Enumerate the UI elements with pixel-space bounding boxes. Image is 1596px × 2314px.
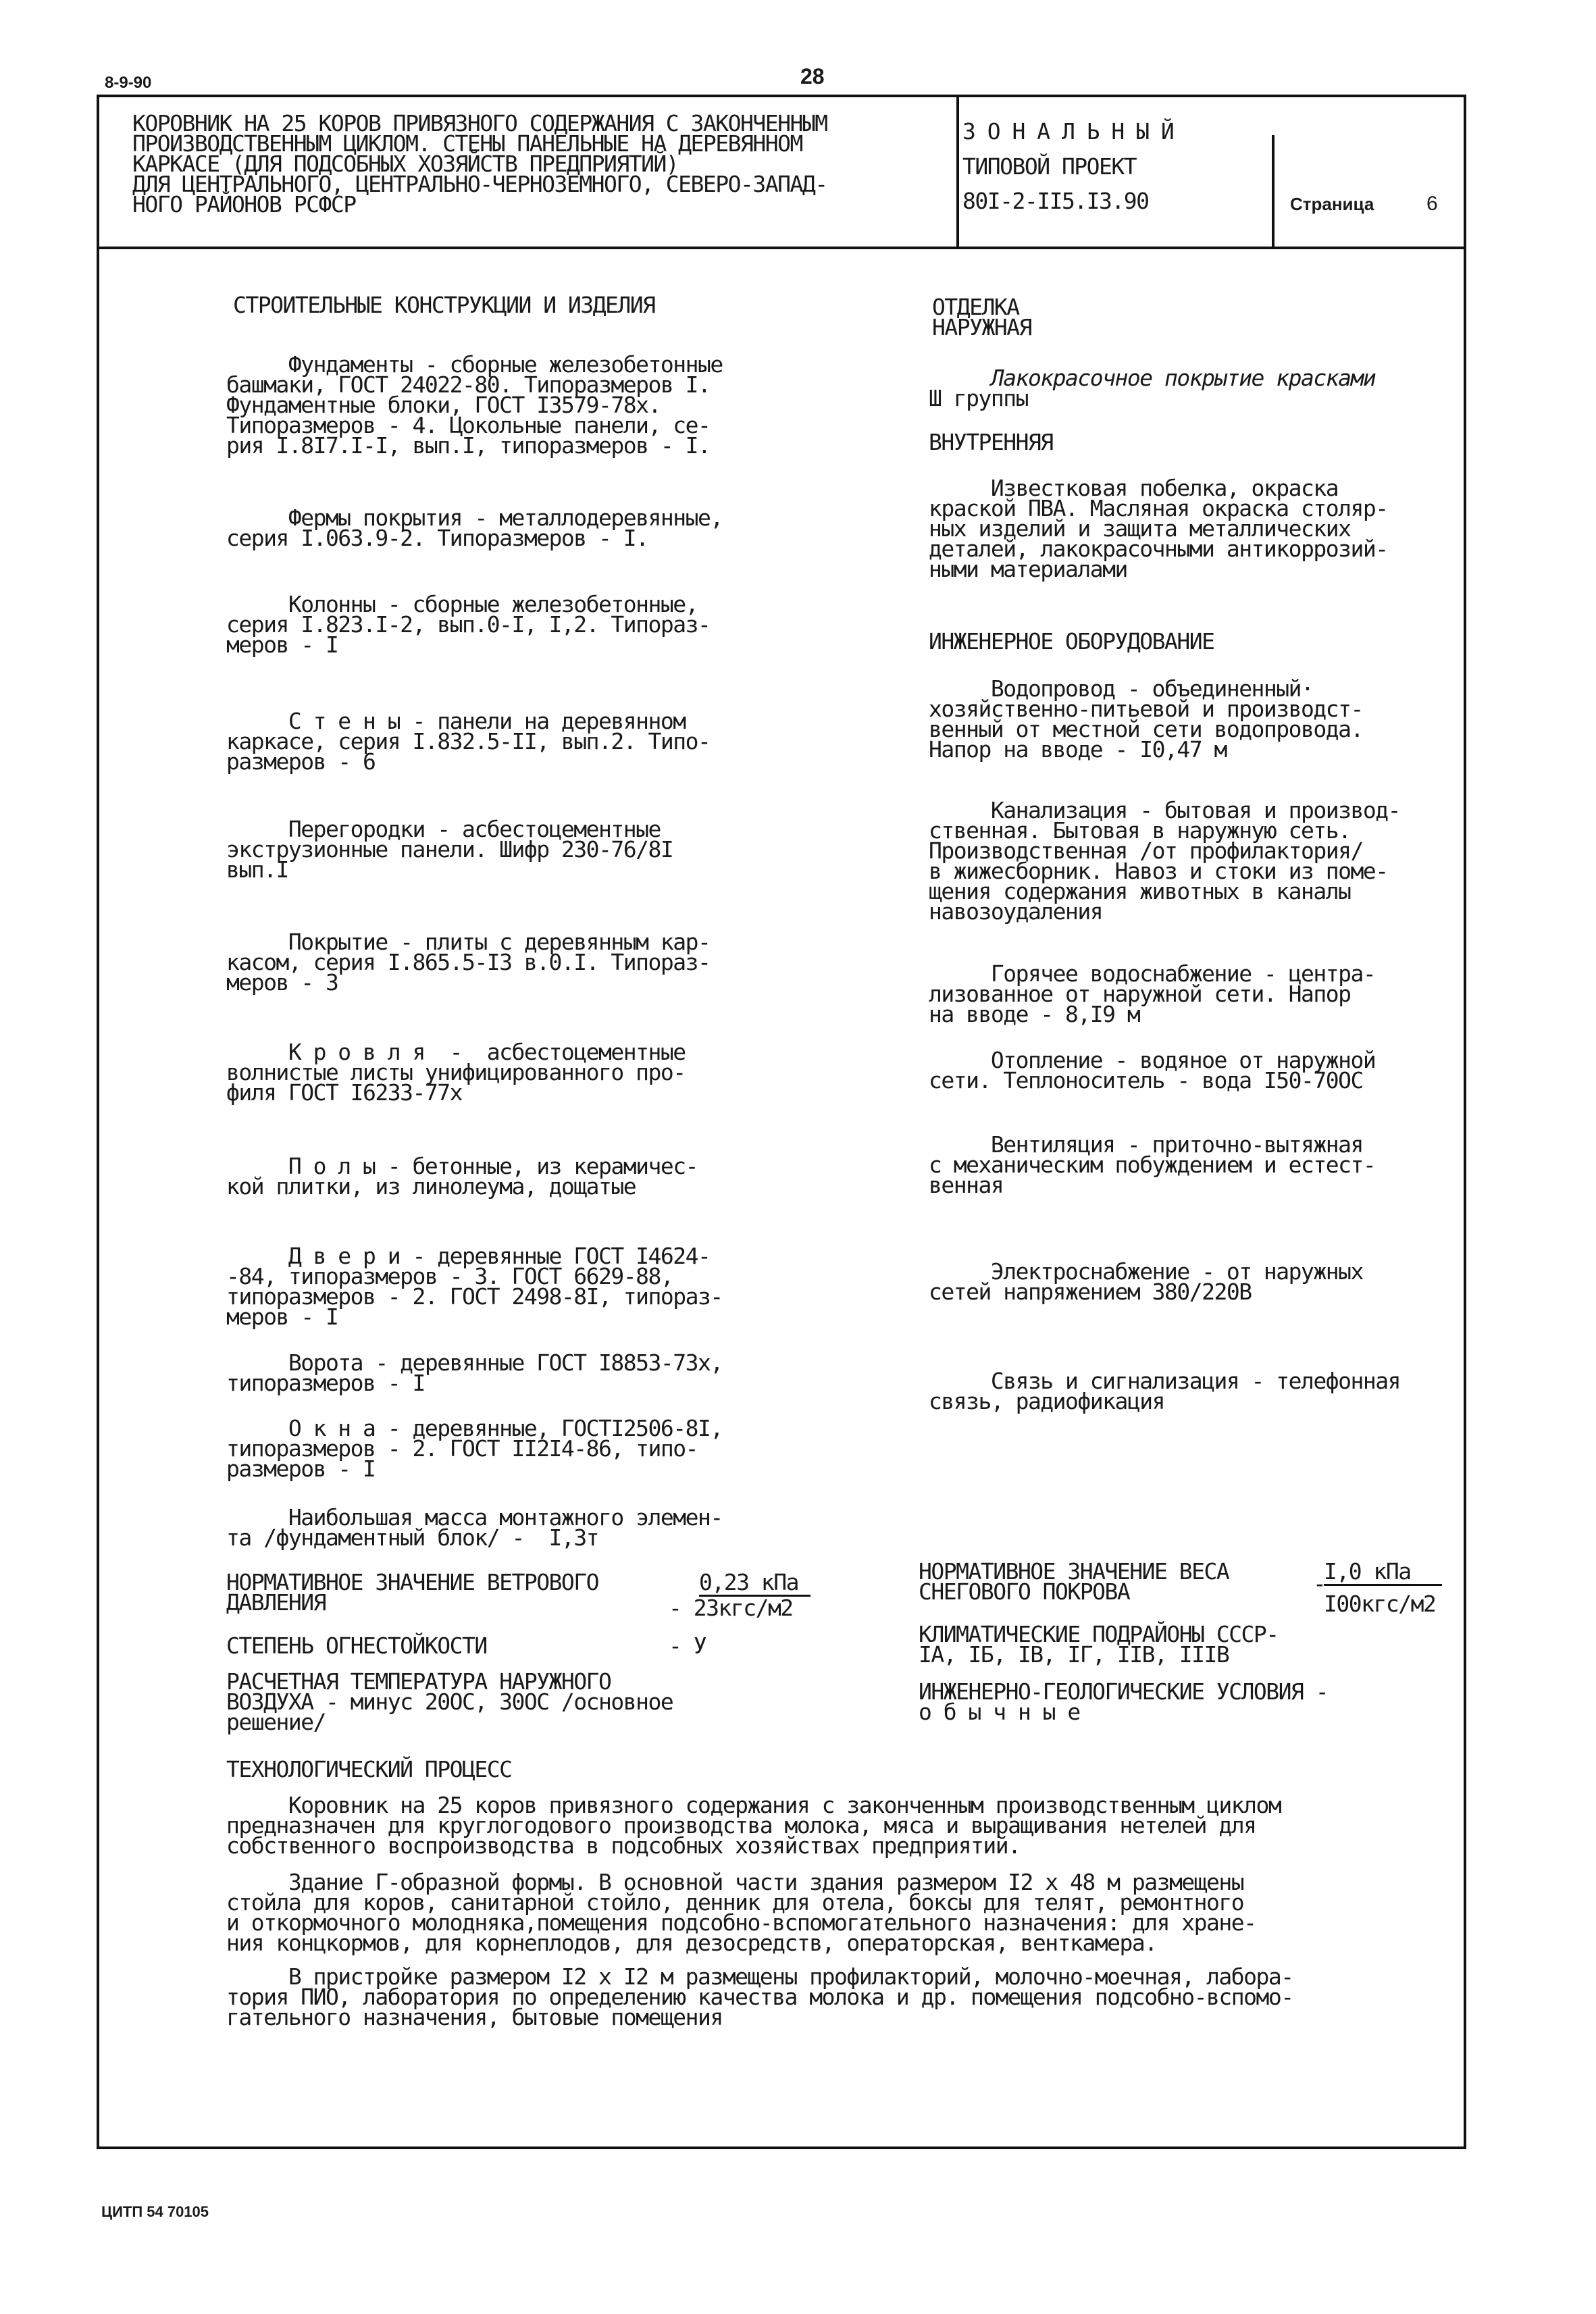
text-line: деталей, лакокрасочными антикоррозий- <box>929 536 1388 562</box>
text-line: Водопровод - объединенный· <box>929 675 1314 702</box>
title-line: НОГО РАЙОНОВ РСФСР <box>132 191 356 217</box>
text-line: волнистые листы унифицированного про- <box>226 1059 686 1085</box>
text-line: О к н а - деревянные, ГОСТI2506-8I, <box>226 1415 723 1441</box>
text-line: IА, IБ, IВ, IГ, IIВ, IIIВ <box>919 1641 1229 1668</box>
power-supply-paragraph <box>929 1258 1363 1305</box>
text-line: меров - 3 <box>226 969 338 996</box>
text-line: Вентиляция - приточно-вытяжная <box>929 1131 1363 1158</box>
max-mass-paragraph <box>226 1504 723 1551</box>
text-line: Наибольшая масса монтажного элемен- <box>226 1504 723 1531</box>
text-line: НОРМАТИВНОЕ ЗНАЧЕНИЕ ВЕСА <box>919 1558 1229 1585</box>
text-line: Фермы покрытия - металлодеревянные, <box>226 505 723 531</box>
snow-load-label <box>919 1558 1229 1605</box>
header-vertical-divider <box>956 95 959 248</box>
text-line: ОТДЕЛКА <box>932 294 1019 320</box>
title-line: ДЛЯ ЦЕНТРАЛЬНОГО, ЦЕНТРАЛЬНО-ЧЕРНОЗЕМНОГО, СЕВЕРО-ЗАПАД- <box>132 171 827 197</box>
sewerage-paragraph <box>929 797 1400 925</box>
roofing-slabs-paragraph <box>226 929 711 996</box>
text-line: Покрытие - плиты с деревянным кар- <box>226 929 711 955</box>
text-line: связь, радиофикация <box>929 1388 1164 1414</box>
text-line: Лакокрасочное покрытие красками <box>929 365 1376 391</box>
text-line: В пристройке размером I2 х I2 м размещены профилакторий, молочно-моечная, лабора- <box>226 1963 1293 1990</box>
text-line: ственная. Бытовая в наружную сеть. <box>929 817 1351 844</box>
text-line: Производственная /от профилактория/ <box>929 838 1363 864</box>
text-line: Перегородки - асбестоцементные <box>226 816 661 842</box>
text-line: Электроснабжение - от наружных <box>929 1258 1363 1285</box>
text-line: К р о в л я - асбестоцементные <box>226 1039 686 1065</box>
text-line: кой плитки, из линолеума, дощатые <box>226 1173 636 1200</box>
text-line: Связь и сигнализация - телефонная <box>929 1368 1400 1394</box>
trusses-paragraph <box>226 505 723 551</box>
finish-heading <box>932 294 1031 340</box>
text-line: -84, типоразмеров - 3. ГОСТ 6629-88, <box>226 1263 673 1289</box>
header-divider <box>97 247 1466 249</box>
wind-pressure-label <box>226 1569 599 1616</box>
title-line: ПРОИЗВОДСТВЕННЫМ ЦИКЛОМ. СТЕНЫ ПАНЕЛЬНЫЕ НА ДЕРЕВЯННОМ <box>132 130 802 157</box>
fraction-bar <box>1324 1584 1442 1586</box>
text-line: венная <box>929 1172 1004 1198</box>
text-line: Горячее водоснабжение - центра- <box>929 960 1376 987</box>
text-line: в жижесборник. Навоз и стоки из поме- <box>929 858 1388 884</box>
text-line: Коровник на 25 коров привязного содержания с законченным производственным циклом <box>226 1792 1281 1818</box>
floors-paragraph <box>226 1153 698 1200</box>
text-line: типоразмеров - 2. ГОСТ 2498-8I, типораз- <box>226 1283 723 1310</box>
text-line: Известковая побелка, окраска <box>929 475 1339 501</box>
tech-paragraph-2 <box>226 1869 1256 1956</box>
text-line: тория ПИО, лаборатория по определению качества молока и др. помещения подсобно-вспомо- <box>226 1984 1293 2010</box>
text-line: с механическим побуждением и естест- <box>929 1152 1376 1178</box>
text-line: ния концкормов, для корнеплодов, для дезосредств, операторская, венткамера. <box>226 1930 1157 1956</box>
water-supply-paragraph <box>929 675 1363 763</box>
text-line: серия I.063.9-2. Типоразмеров - I. <box>226 525 648 551</box>
project-number: 80I-2-II5.I3.90 <box>962 188 1149 214</box>
snow-load-dash: - <box>1313 1570 1326 1597</box>
gates-paragraph <box>226 1349 723 1396</box>
text-line: С т е н ы - панели на деревянном <box>226 708 686 734</box>
text-line: краской ПВА. Масляная окраска столяр- <box>929 495 1388 521</box>
text-line: сетей напряжением 380/220В <box>929 1279 1252 1305</box>
text-line: Отопление - водяное от наружной <box>929 1047 1376 1073</box>
wind-pressure-value: 0,23 кПа <box>699 1569 798 1595</box>
text-line: ных изделий и защита металлических <box>929 515 1351 542</box>
tech-paragraph-1 <box>226 1792 1281 1859</box>
doors-paragraph <box>226 1243 723 1330</box>
sheet-code: 8-9-90 <box>105 74 152 92</box>
text-line: Здание Г-образной формы. В основной части здания размером I2 х 48 м размещены <box>226 1869 1244 1895</box>
text-line: Фундаменты - сборные железобетонные <box>226 351 723 378</box>
text-line: КЛИМАТИЧЕСКИЕ ПОДРАЙОНЫ СССР- <box>919 1621 1279 1647</box>
design-temperature <box>226 1668 673 1735</box>
text-line: РАСЧЕТНАЯ ТЕМПЕРАТУРА НАРУЖНОГО <box>226 1668 611 1695</box>
text-line: СНЕГОВОГО ПОКРОВА <box>919 1578 1130 1605</box>
zonal-label: З О Н А Л Ь Н Ы Й <box>962 118 1174 145</box>
text-line: предназначен для круглогодового производства молока, мяса и выращивания нетелей для <box>226 1812 1256 1839</box>
text-line: меров - I <box>226 632 338 658</box>
text-line: сети. Теплоноситель - вода I50-70ОС <box>929 1067 1363 1094</box>
fire-resistance-label: СТЕПЕНЬ ОГНЕСТОЙКОСТИ <box>226 1632 487 1659</box>
partitions-paragraph <box>226 816 673 883</box>
text-line: Фундаментные блоки, ГОСТ I3579-78х. <box>226 392 661 418</box>
text-line: Канализация - бытовая и производ- <box>929 797 1400 823</box>
fire-resistance-value: - У <box>669 1632 706 1659</box>
inner-finish-heading: ВНУТРЕННЯЯ <box>929 429 1053 455</box>
page-number: 28 <box>800 64 825 88</box>
page-label: Страница <box>1290 194 1374 214</box>
tech-process-heading: ТЕХНОЛОГИЧЕСКИЙ ПРОЦЕСС <box>226 1756 512 1782</box>
text-line: экструзионные панели. Шифр 230-76/8I <box>226 836 673 863</box>
walls-paragraph <box>226 708 711 775</box>
text-line: и откормочного молодняка,помещения подсобно-вспомогательного назначения: для хране- <box>226 1909 1256 1936</box>
text-line: лизованное от наружной сети. Напор <box>929 981 1351 1007</box>
tech-paragraph-3 <box>226 1963 1293 2030</box>
title-line: КОРОВНИК НА 25 КОРОВ ПРИВЯЗНОГО СОДЕРЖАНИЯ С ЗАКОНЧЕННЫМ <box>132 110 827 136</box>
inner-finish-paragraph <box>929 475 1388 582</box>
roof-paragraph <box>226 1039 686 1106</box>
communication-paragraph <box>929 1368 1400 1414</box>
climate-subregions <box>919 1621 1279 1668</box>
text-line: ДАВЛЕНИЯ <box>226 1589 326 1616</box>
text-line: каркасе, серия I.832.5-II, вып.2. Типо- <box>226 728 711 754</box>
text-line: размеров - 6 <box>226 748 376 775</box>
ventilation-paragraph <box>929 1131 1376 1198</box>
heating-paragraph <box>929 1047 1376 1094</box>
foundations-paragraph <box>226 351 723 459</box>
text-line: о б ы ч н ы е <box>919 1699 1080 1725</box>
text-line: стойла для коров, санитарной стойло, денник для отела, боксы для телят, ремонтного <box>226 1889 1244 1916</box>
text-line: Колонны - сборные железобетонные, <box>226 591 698 617</box>
text-line: на вводе - 8,I9 м <box>929 1001 1140 1027</box>
text-line: ными материалами <box>929 556 1127 582</box>
text-line: Типоразмеров - 4. Цокольные панели, се- <box>226 412 711 438</box>
text-line: ИНЖЕНЕРНО-ГЕОЛОГИЧЕСКИЕ УСЛОВИЯ - <box>919 1678 1329 1705</box>
text-line: касом, серия I.865.5-I3 в.0.I. Типораз- <box>226 949 711 975</box>
text-line: Напор на вводе - I0,47 м <box>929 736 1227 763</box>
text-line: венный от местной сети водопровода. <box>929 716 1363 742</box>
snow-load-value: I,0 кПа <box>1324 1558 1411 1585</box>
page-value: 6 <box>1426 192 1438 215</box>
project-type: ТИПОВОЙ ПРОЕКТ <box>962 153 1137 180</box>
text-line: гательного назначения, бытовые помещения <box>226 2004 723 2030</box>
text-line: НОРМАТИВНОЕ ЗНАЧЕНИЕ ВЕТРОВОГО <box>226 1569 599 1595</box>
text-line: собственного воспроизводства в подсобных хозяйствах предприятий. <box>226 1832 1021 1859</box>
text-line: типоразмеров - 2. ГОСТ II2I4-86, типо- <box>226 1435 698 1462</box>
text-line: Ворота - деревянные ГОСТ I8853-73х, <box>226 1349 723 1376</box>
page-cell-divider <box>1272 135 1275 248</box>
project-title <box>132 110 827 217</box>
outer-finish-paragraph <box>929 365 1376 411</box>
snow-load-alt: I00кгс/м2 <box>1324 1591 1436 1617</box>
windows-paragraph <box>226 1415 723 1482</box>
text-line: ВОЗДУХА - минус 20ОС, 30ОС /основное <box>226 1689 673 1715</box>
text-line: типоразмеров - I <box>226 1370 425 1396</box>
text-line: башмаки, ГОСТ 24022-80. Типоразмеров I. <box>226 371 711 398</box>
hot-water-paragraph <box>929 960 1376 1027</box>
geology-conditions <box>919 1678 1329 1725</box>
text-line: меров - I <box>226 1304 338 1330</box>
text-line: НАРУЖНАЯ <box>932 314 1031 340</box>
text-line: размеров - I <box>226 1456 376 1482</box>
text-line: Ш группы <box>929 385 1028 411</box>
text-line: филя ГОСТ I6233-77х <box>226 1079 462 1106</box>
constructions-heading: СТРОИТЕЛЬНЫЕ КОНСТРУКЦИИ И ИЗДЕЛИЯ <box>233 292 655 318</box>
text-line: вып.I <box>226 856 288 883</box>
text-line: серия I.823.I-2, вып.0-I, I,2. Типораз- <box>226 611 711 638</box>
text-line: П о л ы - бетонные, из керамичес- <box>226 1153 698 1179</box>
title-line: КАРКАСЕ (ДЛЯ ПОДСОБНЫХ ХОЗЯЙСТВ ПРЕДПРИЯТИЙ) <box>132 151 679 177</box>
text-line: решение/ <box>226 1709 326 1735</box>
text-line: щения содержания животных в каналы <box>929 878 1351 904</box>
text-line: Д в е р и - деревянные ГОСТ I4624- <box>226 1243 711 1269</box>
engineering-heading: ИНЖЕНЕРНОЕ ОБОРУДОВАНИЕ <box>929 628 1214 654</box>
columns-paragraph <box>226 591 711 658</box>
text-line: рия I.8I7.I-I, вып.I, типоразмеров - I. <box>226 432 711 459</box>
footer-stamp: ЦИТП 54 70105 <box>101 2203 209 2220</box>
text-line: хозяйственно-питьевой и производст- <box>929 696 1363 722</box>
text-line: навозоудаления <box>929 898 1103 925</box>
wind-pressure-alt: - 23кгс/м2 <box>669 1595 793 1621</box>
text-line: та /фундаментный блок/ - I,3т <box>226 1524 599 1551</box>
